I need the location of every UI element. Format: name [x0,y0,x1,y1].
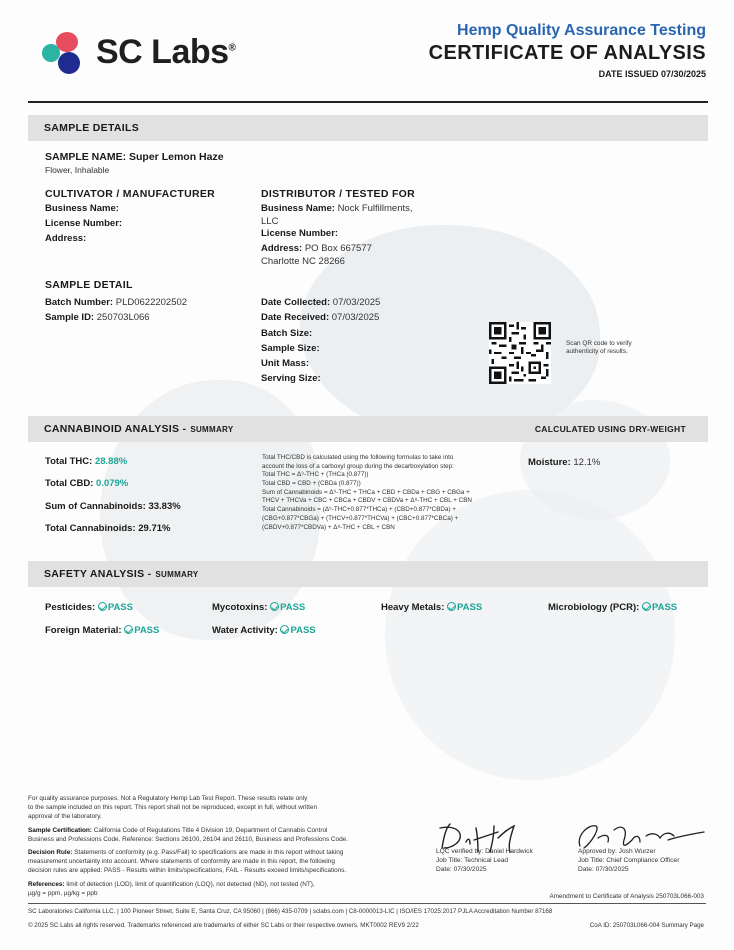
document-title: CERTIFICATE OF ANALYSIS [428,42,706,64]
total-cannabinoids: Total Cannabinoids: 29.71% [45,523,171,534]
check-circle-icon [270,602,279,611]
decision-rule: Decision Rule: Statements of conformity (e.g. Pass/Fail) to specifications are made in this report without taking measurement uncertainty into account. Where statements of conformity are made in this report, the following decision rules are applied: PASS - Results within limits/specifications, FAIL - Results exceed limits/specifications. [28,849,347,874]
footer-divider [28,903,706,904]
header-titles [429,22,706,79]
microbiology-result: Microbiology (PCR): PASS [548,602,678,613]
heavy-metals-result: Heavy Metals: PASS [381,602,483,613]
sample-detail-title: SAMPLE DETAIL [45,279,133,291]
cultivator-title: CULTIVATOR / MANUFACTURER [45,188,216,200]
total-cbd: Total CBD: 0.079% [45,478,129,489]
dry-weight-note: CALCULATED USING DRY-WEIGHT [534,424,686,434]
check-circle-icon [642,602,651,611]
verification-qr-code[interactable] [489,322,551,384]
distributor-business: Business Name: Nock Fulfillments, LLC [261,203,413,227]
signature-meta-2: Approved by: Josh Wurzer Job Title: Chief Compliance Officer Date: 07/30/2025 [578,848,680,873]
serving-size-label: Serving Size: [261,373,321,384]
batch-size-label: Batch Size: [261,328,313,339]
amendment-note: Amendment to Certificate of Analysis 250703L066-003 [549,893,704,900]
unit-mass-label: Unit Mass: [261,358,310,369]
pesticides-result: Pesticides: PASS [45,602,133,613]
check-circle-icon [98,602,107,611]
header-subtitle: Hemp Quality Assurance Testing [457,22,706,39]
cultivator-business-label: Business Name: [45,203,119,214]
brand-logo [42,30,235,74]
foreign-material-result: Foreign Material: PASS [45,625,160,636]
cannabinoid-formula: Total THC/CBD is calculated using the following formulas to take into account the loss of a carboxyl group during the decarboxylation step: Total THC = Δ⁹-THC + (THCa (0.877)) Total CBD = CBD + (CBDa (0.877)) Sum of Cannabinoids = Δ⁹-THC + THCa + CBD + CBDa + CBG + CBGa + THCV + THCVa + CBC + CBCa + CBDV + CBDVa + Δ⁸-THC + CBL + CBN Total Cannabinoids = (Δ⁹-THC+0.877*THCa) + (CBD+0.877*CBDa) + (CBG+0.877*CBGa) + (THCV+0.877*THCVa) + (CBC+0.877*CBCa) + (CBDV+0.877*CBDVa) + Δ⁸-THC + CBL + CBN [262,454,472,531]
lab-address: SC Laboratories California LLC. | 100 Pioneer Street, Suite E, Santa Cruz, CA 95060 | (866) 435-0709 | sclabs.com | C8-0000013-LIC | ISO/IES 17025:2017 PJLA Accreditation Number 87168 [28,908,553,915]
moisture: Moisture: 12.1% [528,457,601,468]
water-activity-result: Water Activity: PASS [212,625,316,636]
sample-type: Flower, Inhalable [45,165,110,175]
signature-meta-1: LQC verified by: Daniel Hardwick Job Title: Technical Lead Date: 07/30/2025 [436,848,533,873]
distributor-address: Address: PO Box 667577 Charlotte NC 28266 [261,243,372,267]
watermark-blob [385,490,678,780]
sum-of-cannabinoids: Sum of Cannabinoids: 33.83% [45,501,181,512]
brand-name: SC Labs® [96,32,236,71]
references: References: limit of detection (LOD), limit of quantification (LOQ), not detected (ND), not tested (NT), µg/g = ppm, µg/kg = ppb [28,881,315,897]
section-band-safety: SAFETY ANALYSIS - SUMMARY [28,561,708,587]
header-divider [28,101,708,103]
qr-code-icon [489,322,551,384]
sample-certification: Sample Certification: California Code of Regulations Title 4 Division 19, Department of Cannabis Control Business and Professions Code. Reference: Sections 26100, 26104 and 26110, Business and Professions Code. [28,827,348,843]
cultivator-address-label: Address: [45,233,87,244]
logo-dots-icon [42,30,88,74]
section-band-sample-details: SAMPLE DETAILS [28,115,708,141]
sample-name: SAMPLE NAME: Super Lemon Haze [45,151,224,163]
check-circle-icon [447,602,456,611]
date-issued: DATE ISSUED 07/30/2025 [598,69,706,79]
qr-note: Scan QR code to verify authenticity of results. [566,340,632,356]
batch-number: Batch Number: PLD0622202502 [45,297,188,308]
check-circle-icon [124,625,133,634]
section-band-cannabinoid: CANNABINOID ANALYSIS - SUMMARY CALCULATED USING DRY-WEIGHT [28,416,708,442]
sample-id: Sample ID: 250703L066 [45,312,150,323]
mycotoxins-result: Mycotoxins: PASS [212,602,306,613]
cultivator-license-label: License Number: [45,218,123,229]
copyright: © 2025 SC Labs all rights reserved. Trademarks referenced are trademarks of either SC Labs or their respective owners. MKT0002 REV9 2/22 [28,922,419,929]
date-collected: Date Collected: 07/03/2025 [261,297,381,308]
sample-size-label: Sample Size: [261,343,320,354]
check-circle-icon [280,625,289,634]
disclaimer: For quality assurance purposes. Not a Regulatory Hemp Lab Test Report. These results relate only to the sample included on this report. This report shall not be reproduced, except in full, without written approval of the laboratory. [28,795,318,820]
distributor-title: DISTRIBUTOR / TESTED FOR [261,188,416,200]
coa-id: CoA ID: 250703L066-004 Summary Page [589,922,704,929]
total-thc: Total THC: 28.88% [45,456,128,467]
date-received: Date Received: 07/03/2025 [261,312,380,323]
distributor-license-label: License Number: [261,228,339,239]
